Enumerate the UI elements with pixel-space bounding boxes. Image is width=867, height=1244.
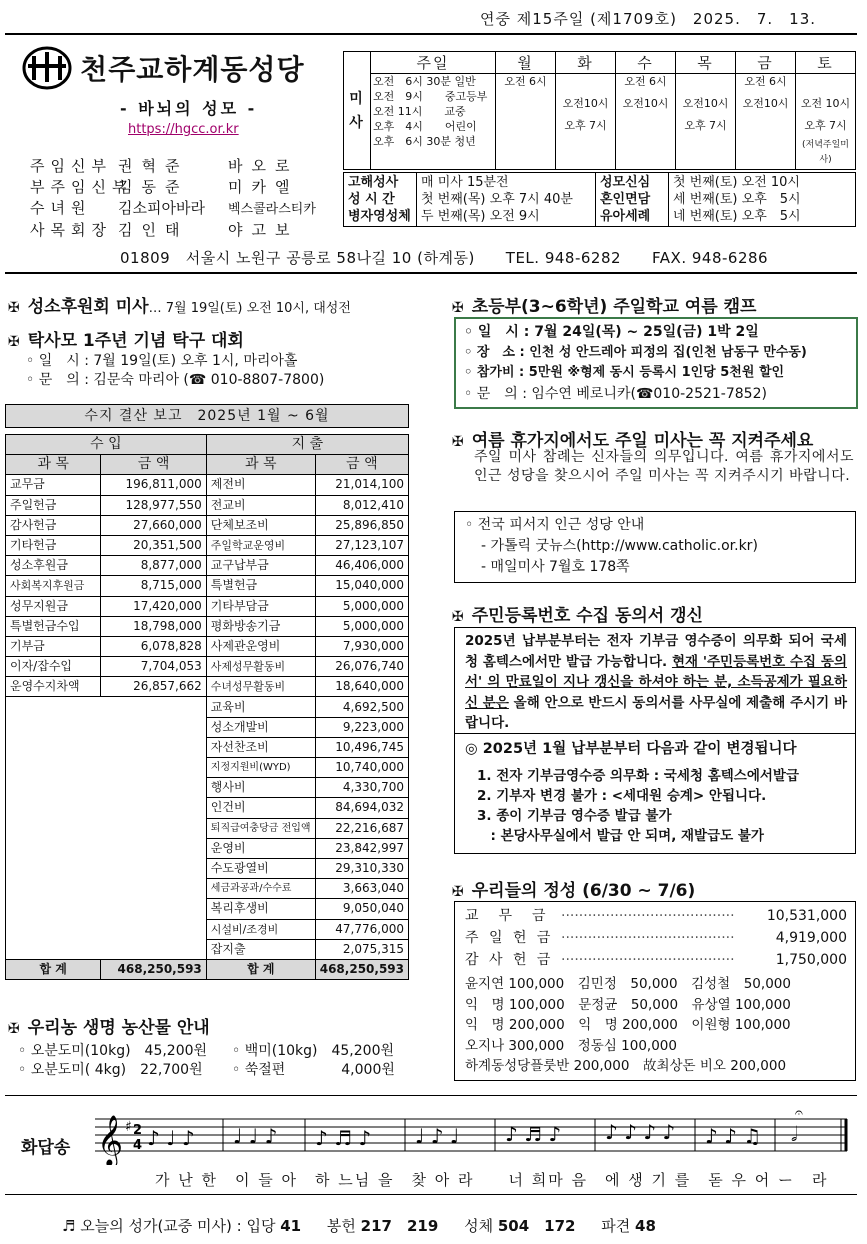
hymn-list: ♬ 오늘의 성가(교중 미사) : 입당 41 봉헌 217 219 성체 504 172 파견 48 [62, 1217, 656, 1235]
expense-amount: 5,000,000 [315, 616, 408, 636]
staff-row: 부주임신부김동준 미카엘 [30, 178, 299, 196]
cross-bullet-icon: ✠ [8, 300, 20, 316]
income-amount: 26,857,662 [101, 677, 206, 697]
donor-list: 윤지연 100,000 김민정 50,000 김성철 50,000 익 명 100,000 문정균 50,000 유상열 100,000 익 명 200,000 익 명 200,000 이원형 100,000 오지나 300,000 정동심 100,000 하계동성당플룻반 200,000 故최상돈 비오 200,000 [465, 976, 791, 1074]
income-amount: 27,660,000 [101, 515, 206, 535]
finance-row [6, 677, 409, 697]
sacrament-labels: 고해성사 성 시 간 병자영성체 [344, 173, 417, 227]
expense-amount: 22,216,687 [315, 818, 408, 838]
income-amount: 20,351,500 [101, 535, 206, 555]
expense-amount: 9,223,000 [315, 717, 408, 737]
expense-amount: 9,050,040 [315, 899, 408, 919]
farm-products-list: ◦ 오분도미(10kg) 45,200원 ◦ 백미(10kg) 45,200원 ◦ 오분도미( 4kg) 22,700원 ◦ 쑥절편 4,000원 [18, 1043, 395, 1078]
logo-text: 천주교하계동성당 [80, 53, 305, 86]
expense-item: 인건비 [206, 798, 315, 818]
income-amount: 128,977,550 [101, 495, 206, 515]
expense-item: 행사비 [206, 778, 315, 798]
expense-amount: 15,040,000 [315, 576, 408, 596]
expense-item: 운영비 [206, 838, 315, 858]
income-item: 주일헌금 [6, 495, 101, 515]
expense-amount: 18,640,000 [315, 677, 408, 697]
sacrament-schedule-table [343, 172, 856, 227]
summer-camp-box: ◦ 일 시 : 7월 24일(목) ~ 25일(금) 1박 2일 ◦ 장 소 : 인천 성 안드레아 피정의 집(인천 남동구 만수동) ◦ 참가비 : 5만원 ※형제 동시 등록시 1인당 5천원 할인 ◦ 문 의 : 임수연 베로니카(☎010-2521-7852) [454, 317, 858, 409]
devotion-values: 첫 번째(토) 오전 10시 세 번째(토) 오후 5시 네 번째(토) 오후 5시 [669, 173, 856, 227]
income-amount: 8,715,000 [101, 576, 206, 596]
svg-text:♪ ♬ ♪: ♪ ♬ ♪ [315, 1126, 372, 1150]
expense-item: 주일학교운영비 [206, 535, 315, 555]
music-staff-icon [95, 1105, 855, 1165]
income-item: 성소후원금 [6, 556, 101, 576]
day-header: 금 [736, 52, 796, 74]
cross-bullet-icon: ✠ [8, 1021, 20, 1037]
church-emblem-icon [22, 46, 72, 90]
cross-bullet-icon: ✠ [452, 300, 464, 316]
income-item: 사회복지후원금 [6, 576, 101, 596]
staff-row: 수녀원 김소피아바라 벡스콜라스티카 [30, 199, 316, 217]
finance-row [6, 636, 409, 656]
expense-item: 시설비/조경비 [206, 919, 315, 939]
expense-item: 수녀성무활동비 [206, 677, 315, 697]
cross-bullet-icon: ✠ [452, 884, 464, 900]
expense-item: 교구납부금 [206, 556, 315, 576]
finance-row [6, 596, 409, 616]
income-item: 운영수지차액 [6, 677, 101, 697]
svg-text:♯: ♯ [125, 1119, 132, 1135]
expense-amount: 27,123,107 [315, 535, 408, 555]
income-item: 기부금 [6, 636, 101, 656]
day-header: 주일 [371, 52, 496, 74]
summer-mass-text: 주일 미사 참례는 신자들의 의무입니다. 여름 휴가지에서도 인근 성당을 찾으시어 주일 미사는 꼭 지켜주시기 바랍니다. [474, 449, 854, 484]
finance-row [6, 495, 409, 515]
svg-text:𝄞: 𝄞 [97, 1115, 124, 1165]
summer-mass-section-title: ✠ 여름 휴가지에서도 주일 미사는 꼭 지켜주세요 [452, 431, 814, 451]
expense-amount: 23,842,997 [315, 838, 408, 858]
svg-text:𝅗𝅥: 𝅗𝅥 [791, 1122, 798, 1146]
expense-item: 제전비 [206, 475, 315, 495]
day-header: 화 [556, 52, 616, 74]
expense-amount: 4,330,700 [315, 778, 408, 798]
expense-item: 특별헌금 [206, 576, 315, 596]
expense-amount: 5,000,000 [315, 596, 408, 616]
income-amount: 196,811,000 [101, 475, 206, 495]
svg-text:♪ ♪ ♫: ♪ ♪ ♫ [705, 1124, 762, 1148]
svg-text:♩ ♩ ♪: ♩ ♩ ♪ [233, 1124, 278, 1148]
day-header: 월 [496, 52, 556, 74]
finance-row [6, 535, 409, 555]
expense-item: 수도광열비 [206, 858, 315, 878]
church-address: 01809 서울시 노원구 공릉로 58나길 10 (하계동) TEL. 948-6282 FAX. 948-6286 [120, 249, 769, 267]
uri-farm-section-title: ✠ 우리농 생명 농산물 안내 [8, 1018, 210, 1038]
finance-table: 수 입 지 출 과 목 금 액 과 목 금 액 교무금 196,811,000 제전비 21,014,100 주일헌금 128,977,550 전교비 8,012,410 감사헌금 27,660,000 단체보조비 25,896,850 기타헌금 20,351,500 주일학교운영비 27,123,107 성소후원금 8,877,000 교구납부금 46,406,000 사회복지후원금 8,715,000 특별헌금 15,040,000 성무지원금 17,420,000 기타부담금 5,000,000 특별헌금수입 18,798,000 평화방송기금 5,000,000 기부금 6,078,828 사제관운영비 7,930,000 이자/잡수입 7,704,053 사제성무활동비 26,076,740 운영수지차액 26,857,662 수녀성무활동비 18,640,000 교육비 4,692,500 성소개발비 9,223,000 자선찬조비 10,496,745 지정지원비(WYD) 10,740,000 행사비 4,330,700 인건비 84,694,032 퇴직급여충당금 전입액 22,216,687 운영비 23,842,997 수도광열비 29,310,330 세금과공과/수수료 3,663,040 복리후생비 9,050,040 시설비/조경비 47,776,000 잡지출 2,075,315 합 계 468,250,593 합 계 468,250,593 [5, 434, 409, 980]
expense-amount: 10,496,745 [315, 737, 408, 757]
resident-id-section-title: ✠ 주민등록번호 수집 동의서 갱신 [452, 606, 703, 626]
mass-label: 미사 [344, 52, 371, 170]
parish-patron: - 바뇌의 성모 - [120, 99, 258, 118]
resident-id-box: 2025년 납부분부터는 전자 기부금 영수증이 의무화 되어 국세청 홈텍스에서만 발급 가능합니다. 현재 '주민등록번호 수집 동의서' 의 만료일이 지나 갱신을 하셔야 하는 분, 소득공제가 필요하신 분은 올해 안으로 반드시 동의서를 사무실에 제출해 주시기 바랍니다. ◎ 2025년 1월 납부분부터 다음과 같이 변경됩니다 1. 전자 기부금영수증 의무화 : 국세청 홈텍스에서발급 2. 기부자 변경 불가 : <세대원 승계> 안됩니다. 3. 종이 기부금 영수증 발급 불가 : 본당사무실에서 발급 안 되며, 재발급도 불가 [454, 627, 856, 854]
finance-row [6, 515, 409, 535]
staff-list [30, 156, 316, 241]
sunday-times: 오전 6시 30분 일반 오전 9시 중고등부 오전 11시 교중 오후 4시 어린이 오후 6시 30분 청년 [371, 74, 496, 170]
finance-row [6, 556, 409, 576]
income-item: 기타헌금 [6, 535, 101, 555]
income-item: 교무금 [6, 475, 101, 495]
table-tennis-section-title: ✠ 탁사모 1주년 기념 탁구 대회 [8, 331, 244, 351]
svg-text:𝄐: 𝄐 [795, 1105, 803, 1121]
income-amount: 7,704,053 [101, 657, 206, 677]
income-amount: 18,798,000 [101, 616, 206, 636]
finance-row [6, 657, 409, 677]
expense-amount: 3,663,040 [315, 879, 408, 899]
expense-amount: 26,076,740 [315, 657, 408, 677]
income-item: 성무지원금 [6, 596, 101, 616]
svg-text:♪ ♬ ♪: ♪ ♬ ♪ [505, 1122, 562, 1146]
summer-camp-section-title: ✠ 초등부(3~6학년) 주일학교 여름 캠프 [452, 297, 757, 317]
income-amount: 6,078,828 [101, 636, 206, 656]
expense-item: 기타부담금 [206, 596, 315, 616]
top-divider [5, 33, 857, 35]
income-amount: 8,877,000 [101, 556, 206, 576]
expense-item: 세금과공과/수수료 [206, 879, 315, 899]
svg-text:2: 2 [133, 1123, 143, 1138]
finance-row [6, 616, 409, 636]
expense-item: 성소개발비 [206, 717, 315, 737]
expense-item: 잡지출 [206, 939, 315, 959]
svg-text:4: 4 [133, 1138, 143, 1153]
expense-amount: 4,692,500 [315, 697, 408, 717]
expense-item: 사제관운영비 [206, 636, 315, 656]
expense-item: 지정지원비(WYD) [206, 758, 315, 778]
income-amount: 17,420,000 [101, 596, 206, 616]
expense-amount: 29,310,330 [315, 858, 408, 878]
responsorial-psalm [5, 1095, 857, 1195]
finance-report-title: 수지 결산 보고 2025년 1월 ~ 6월 [5, 404, 409, 428]
responsorial-label: 화답송 [21, 1138, 71, 1158]
income-item: 이자/잡수입 [6, 657, 101, 677]
expense-item: 복리후생비 [206, 899, 315, 919]
expense-item: 단체보조비 [206, 515, 315, 535]
offerings-section-title: ✠ 우리들의 정성 (6/30 ~ 7/6) [452, 881, 696, 901]
music-note-icon: ♬ [62, 1217, 76, 1235]
cross-bullet-icon: ✠ [452, 609, 464, 625]
catholic-link[interactable]: - 가톨릭 굿뉴스(http://www.catholic.or.kr) [481, 538, 758, 554]
income-item: 특별헌금수입 [6, 616, 101, 636]
expense-amount: 46,406,000 [315, 556, 408, 576]
finance-total-row: 합 계 468,250,593 합 계 468,250,593 [6, 959, 409, 979]
svg-text:♩ ♪ ♩: ♩ ♪ ♩ [415, 1124, 460, 1148]
thursday-times: 오전10시 오후 7시 [676, 74, 736, 170]
day-header: 토 [796, 52, 856, 74]
expense-item: 교육비 [206, 697, 315, 717]
monday-times: 오전 6시 [496, 74, 556, 170]
expense-amount: 25,896,850 [315, 515, 408, 535]
psalm-lyrics: 가 난 한 이 들 아 하 느님 을 찾 아 라 너 희마 음 에 생 기 를 돋 우 어 ー 라 [155, 1171, 829, 1189]
expense-amount: 8,012,410 [315, 495, 408, 515]
finance-row [6, 475, 409, 495]
tuesday-times: 오전10시 오후 7시 [556, 74, 616, 170]
mass-schedule-table [343, 51, 856, 170]
finance-row [6, 576, 409, 596]
expense-amount: 84,694,032 [315, 798, 408, 818]
offerings-box: 교 무 금 ······································· 10,531,000 주 일 헌 금 ······································· 4,919,000 감 사 헌 금 ······································· 1,750,000 윤지연 100,000 김민정 50,000 김성철 50,000 익 명 100,000 문정균 50,000 유상열 100,000 익 명 200,000 익 명 200,000 이원형 100,000 오지나 300,000 정동심 100,000 하계동성당플룻반 200,000 故최상돈 비오 200,000 [454, 901, 856, 1081]
svg-text:♪ ♪ ♪ ♪: ♪ ♪ ♪ ♪ [605, 1120, 676, 1144]
cross-bullet-icon: ✠ [8, 334, 20, 350]
expense-amount: 47,776,000 [315, 919, 408, 939]
staff-row: 주임신부 권혁준 바오로 [30, 157, 299, 175]
expense-amount: 10,740,000 [315, 758, 408, 778]
expense-header: 지 출 [206, 435, 408, 455]
staff-row: 사목회장 김인태 야고보 [30, 221, 299, 239]
expense-item: 평화방송기금 [206, 616, 315, 636]
expense-item: 퇴직급여충당금 전입액 [206, 818, 315, 838]
income-item: 감사헌금 [6, 515, 101, 535]
expense-amount: 7,930,000 [315, 636, 408, 656]
church-logo [22, 46, 334, 90]
expense-amount: 2,075,315 [315, 939, 408, 959]
wednesday-times: 오전 6시 오전10시 [616, 74, 676, 170]
devotion-labels: 성모신심 혼인면담 유아세례 [596, 173, 669, 227]
expense-item: 전교비 [206, 495, 315, 515]
vocation-mass-section: ✠ 성소후원회 미사… 7월 19일(토) 오전 10시, 대성전 [8, 297, 351, 317]
vacation-church-box: ◦ 전국 피서지 인근 성당 안내 - 가톨릭 굿뉴스(http://www.catholic.or.kr) - 매일미사 7월호 178쪽 [454, 511, 856, 583]
day-header: 수 [616, 52, 676, 74]
expense-item: 자선찬조비 [206, 737, 315, 757]
website-link[interactable]: https://hgcc.or.kr [128, 122, 239, 137]
expense-amount: 21,014,100 [315, 475, 408, 495]
friday-times: 오전 6시 오전10시 [736, 74, 796, 170]
income-header: 수 입 [6, 435, 207, 455]
sacrament-values: 매 미사 15분전 첫 번째(목) 오후 7시 40분 두 번째(목) 오전 9시 [417, 173, 596, 227]
expense-item: 사제성무활동비 [206, 657, 315, 677]
cross-bullet-icon: ✠ [452, 434, 464, 450]
table-tennis-details: ◦ 일 시 : 7월 19일(토) 오후 1시, 마리아홀 ◦ 문 의 : 김문숙 마리아 (☎ 010-8807-7800) [26, 353, 325, 388]
issue-date-line: 연중 제15주일 (제1709호) 2025. 7. 13. [480, 10, 817, 28]
svg-text:♪ ♩ ♪: ♪ ♩ ♪ [147, 1126, 195, 1150]
finance-row [6, 697, 409, 717]
header-divider [5, 272, 857, 274]
day-header: 목 [676, 52, 736, 74]
saturday-times: 오전 10시 오후 7시 (저녁주일미사) [796, 74, 856, 170]
